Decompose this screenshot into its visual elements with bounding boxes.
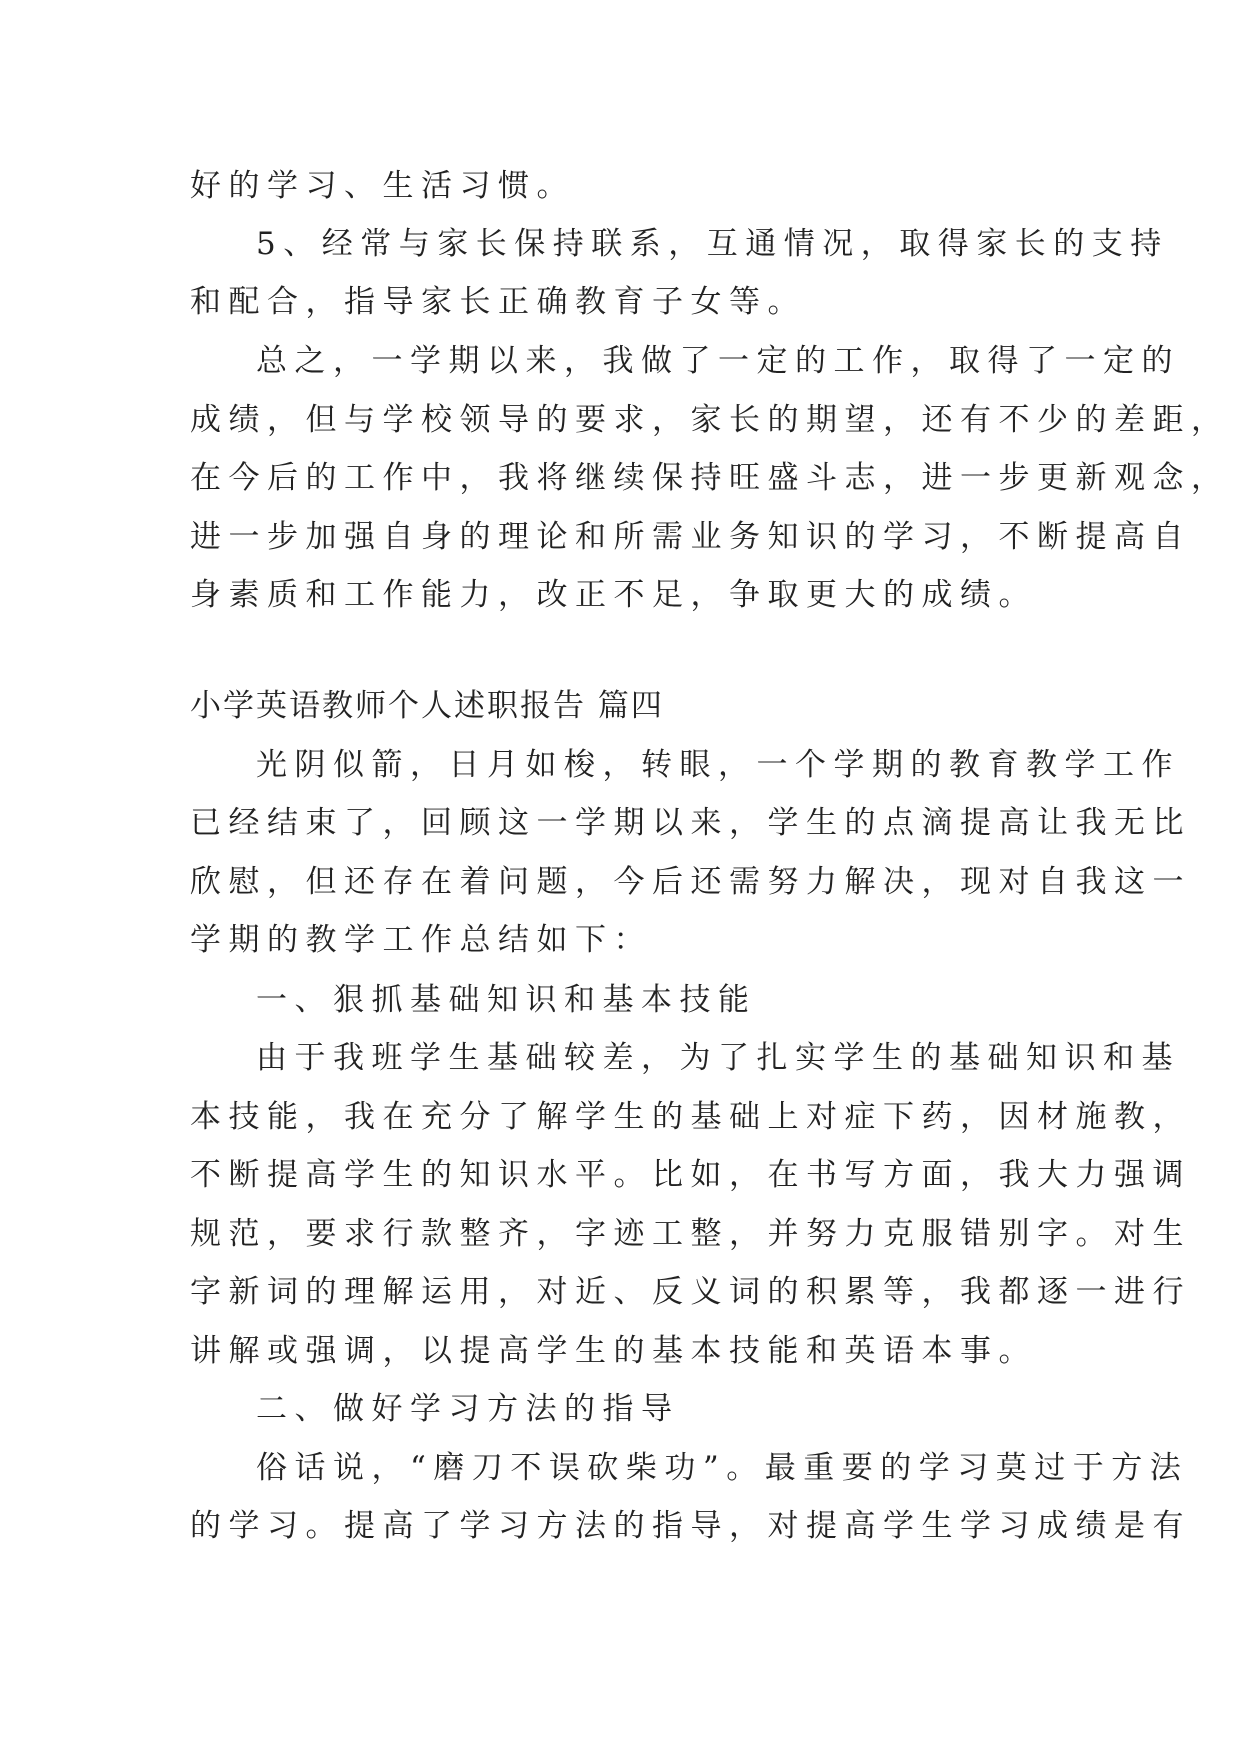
paragraph-line: 已经结束了，回顾这一学期以来，学生的点滴提高让我无比 bbox=[190, 805, 1191, 841]
subheading-line: 一、狠抓基础知识和基本技能 bbox=[256, 982, 757, 1018]
paragraph-line: 进一步加强自身的理论和所需业务知识的学习，不断提高自 bbox=[190, 519, 1191, 555]
section-heading: 小学英语教师个人述职报告 篇四 bbox=[190, 688, 664, 724]
paragraph-line: 俗话说，“磨刀不误砍柴功”。最重要的学习莫过于方法 bbox=[256, 1450, 1189, 1486]
paragraph-line: 由于我班学生基础较差，为了扎实学生的基础知识和基 bbox=[256, 1040, 1180, 1076]
paragraph-line: 讲解或强调，以提高学生的基本技能和英语本事。 bbox=[190, 1333, 1037, 1369]
paragraph-line: 成绩，但与学校领导的要求，家长的期望，还有不少的差距， bbox=[190, 402, 1230, 438]
paragraph-line: 光阴似箭，日月如梭，转眼，一个学期的教育教学工作 bbox=[256, 747, 1180, 783]
paragraph-line: 的学习。提高了学习方法的指导，对提高学生学习成绩是有 bbox=[190, 1508, 1191, 1544]
paragraph-line: 身素质和工作能力，改正不足，争取更大的成绩。 bbox=[190, 577, 1037, 613]
paragraph-line: 规范，要求行款整齐，字迹工整，并努力克服错别字。对生 bbox=[190, 1216, 1191, 1252]
paragraph-line: 不断提高学生的知识水平。比如，在书写方面，我大力强调 bbox=[190, 1157, 1191, 1193]
paragraph-line: 5、经常与家长保持联系，互通情况，取得家长的支持 bbox=[256, 226, 1169, 262]
paragraph-line: 在今后的工作中，我将继续保持旺盛斗志，进一步更新观念， bbox=[190, 460, 1230, 496]
paragraph-line: 学期的教学工作总结如下： bbox=[190, 922, 652, 958]
paragraph-line: 总之，一学期以来，我做了一定的工作，取得了一定的 bbox=[256, 343, 1180, 379]
subheading-line: 二、做好学习方法的指导 bbox=[256, 1391, 680, 1427]
paragraph-line: 字新词的理解运用，对近、反义词的积累等，我都逐一进行 bbox=[190, 1274, 1191, 1310]
paragraph-line: 本技能，我在充分了解学生的基础上对症下药，因材施教， bbox=[190, 1099, 1191, 1135]
paragraph-line: 欣慰，但还存在着问题，今后还需努力解决，现对自我这一 bbox=[190, 864, 1191, 900]
paragraph-line: 好的学习、生活习惯。 bbox=[190, 168, 575, 204]
paragraph-line: 和配合，指导家长正确教育子女等。 bbox=[190, 284, 806, 320]
